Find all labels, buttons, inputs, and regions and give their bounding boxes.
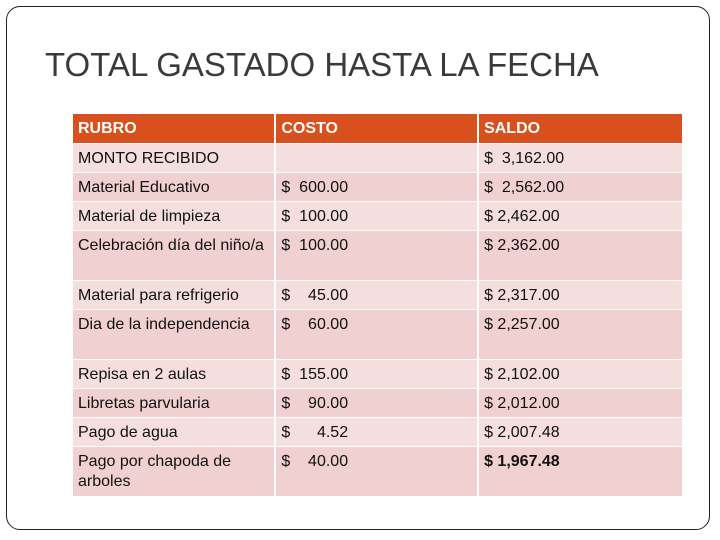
table-row <box>73 389 683 418</box>
cell-rubro: Libretas parvularia <box>73 389 275 418</box>
table-header-row <box>73 114 683 144</box>
cell-rubro: Pago de agua <box>73 418 275 447</box>
cell-costo: $ 45.00 <box>275 281 478 310</box>
header-costo: COSTO <box>275 114 478 144</box>
table-row <box>73 281 683 310</box>
table-row <box>73 173 683 202</box>
cell-costo: $ 60.00 <box>275 310 478 360</box>
cell-rubro: Celebración día del niño/a <box>73 231 275 281</box>
cell-saldo: $ 2,317.00 <box>478 281 683 310</box>
cell-saldo: $ 2,012.00 <box>478 389 683 418</box>
cell-rubro: Dia de la independencia <box>73 310 275 360</box>
table-row <box>73 231 683 281</box>
cell-costo: $ 100.00 <box>275 202 478 231</box>
cell-saldo: $ 2,562.00 <box>478 173 683 202</box>
table-row <box>73 360 683 389</box>
cell-saldo-final: $ 1,967.48 <box>478 447 683 497</box>
header-rubro: RUBRO <box>73 114 275 144</box>
table-row <box>73 310 683 360</box>
cell-costo: $ 40.00 <box>275 447 478 497</box>
cell-saldo: $ 2,102.00 <box>478 360 683 389</box>
cell-rubro: Material para refrigerio <box>73 281 275 310</box>
cell-rubro: Material de limpieza <box>73 202 275 231</box>
cell-costo: $ 100.00 <box>275 231 478 281</box>
cell-saldo: $ 2,007.48 <box>478 418 683 447</box>
table-row <box>73 144 683 173</box>
cell-saldo: $ 2,257.00 <box>478 310 683 360</box>
cell-rubro: Repisa en 2 aulas <box>73 360 275 389</box>
table-row <box>73 447 683 497</box>
cell-costo <box>275 144 478 173</box>
cell-costo: $ 600.00 <box>275 173 478 202</box>
cell-rubro: Pago por chapoda de arboles <box>73 447 275 497</box>
slide-title: TOTAL GASTADO HASTA LA FECHA <box>45 46 599 83</box>
table-row <box>73 418 683 447</box>
budget-table <box>73 114 684 497</box>
cell-saldo: $ 2,362.00 <box>478 231 683 281</box>
table-row <box>73 202 683 231</box>
cell-costo: $ 90.00 <box>275 389 478 418</box>
cell-costo: $ 155.00 <box>275 360 478 389</box>
cell-saldo: $ 2,462.00 <box>478 202 683 231</box>
cell-saldo: $ 3,162.00 <box>478 144 683 173</box>
header-saldo: SALDO <box>478 114 683 144</box>
cell-rubro: MONTO RECIBIDO <box>73 144 275 173</box>
cell-costo: $ 4.52 <box>275 418 478 447</box>
cell-rubro: Material Educativo <box>73 173 275 202</box>
